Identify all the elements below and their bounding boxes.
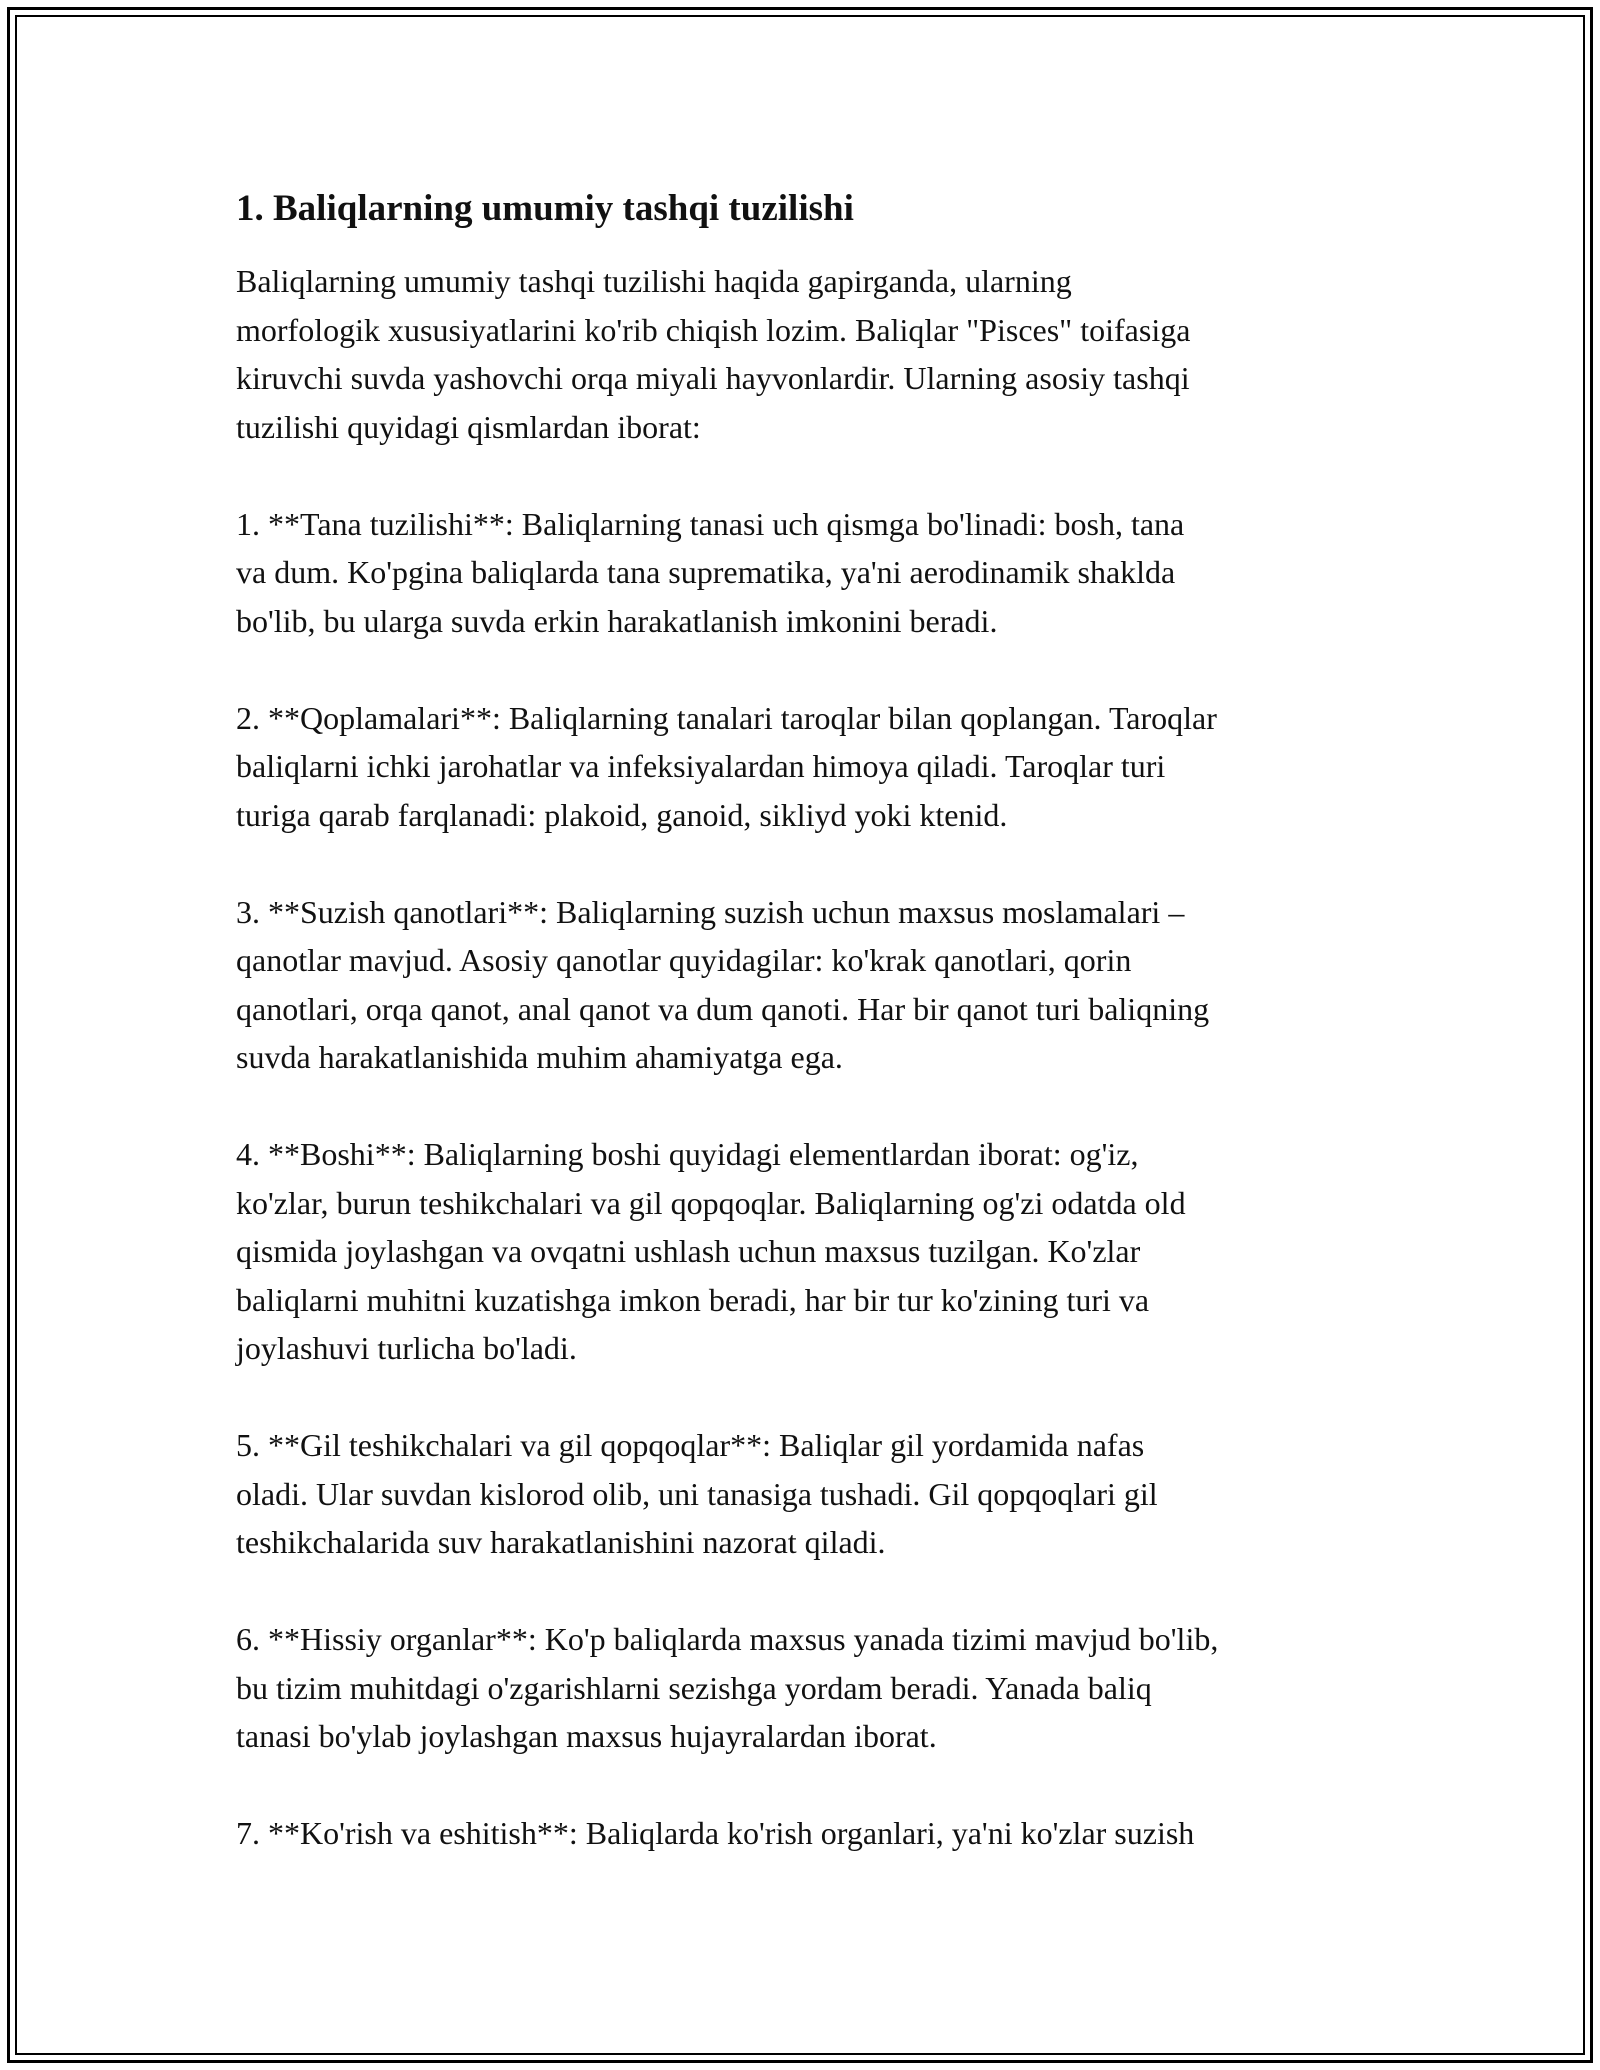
paragraph-line: kiruvchi suvda yashovchi orqa miyali hayvonlardir. Ularning asosiy tashqi — [236, 360, 1190, 396]
list-item-korish-va-eshitish — [236, 1809, 1376, 1858]
paragraph-line: teshikchalarida suv harakatlanishini nazorat qiladi. — [236, 1524, 886, 1560]
list-item-qoplamalari — [236, 694, 1376, 840]
paragraph-line: baliqlarni ichki jarohatlar va infeksiyalardan himoya qiladi. Taroqlar turi — [236, 748, 1166, 784]
list-item-hissiy-organlar — [236, 1615, 1376, 1761]
paragraph-line: bo'lib, bu ularga suvda erkin harakatlanish imkonini beradi. — [236, 602, 998, 639]
paragraph-line: 6. **Hissiy organlar**: Ko'p baliqlarda maxsus yanada tizimi mavjud bo'lib, — [236, 1621, 1219, 1657]
paragraph-line: 2. **Qoplamalari**: Baliqlarning tanalari taroqlar bilan qoplangan. Taroqlar — [236, 699, 1217, 736]
paragraph-line: tuzilishi quyidagi qismlardan iborat: — [236, 408, 701, 445]
paragraph-line: bu tizim muhitdagi o'zgarishlarni sezishga yordam beradi. Yanada baliq — [236, 1669, 1152, 1706]
paragraph-line: qanotlar mavjud. Asosiy qanotlar quyidagilar: ko'krak qanotlari, qorin — [236, 942, 1132, 978]
list-item-gil-teshikchalari — [236, 1421, 1376, 1567]
paragraph-line: tanasi bo'ylab joylashgan maxsus hujayralardan iborat. — [236, 1718, 937, 1754]
document-body — [236, 185, 1376, 1906]
paragraph-line: turiga qarab farqlanadi: plakoid, ganoid, sikliyd yoki ktenid. — [236, 796, 1008, 833]
paragraph-line: 4. **Boshi**: Baliqlarning boshi quyidagi elementlardan iborat: og'iz, — [236, 1136, 1139, 1172]
paragraph-line: oladi. Ular suvdan kislorod olib, uni tanasiga tushadi. Gil qopqoqlari gil — [236, 1475, 1158, 1512]
paragraph-line: joylashuvi turlicha bo'ladi. — [236, 1330, 577, 1366]
paragraph-line: qismida joylashgan va ovqatni ushlash uchun maxsus tuzilgan. Ko'zlar — [236, 1233, 1141, 1269]
paragraph-line: morfologik xususiyatlarini ko'rib chiqish lozim. Baliqlar "Pisces" toifasiga — [236, 311, 1191, 348]
paragraph-line: qanotlari, orqa qanot, anal qanot va dum qanoti. Har bir qanot turi baliqning — [236, 990, 1210, 1027]
paragraph-line: 3. **Suzish qanotlari**: Baliqlarning suzish uchun maxsus moslamalari – — [236, 893, 1185, 930]
list-item-suzish-qanotlari — [236, 888, 1376, 1082]
paragraph-line: va dum. Ko'pgina baliqlarda tana suprematika, ya'ni aerodinamik shaklda — [236, 554, 1176, 590]
paragraph-line: baliqlarni muhitni kuzatishga imkon beradi, har bir tur ko'zining turi va — [236, 1281, 1150, 1318]
list-item-boshi — [236, 1130, 1376, 1373]
document-title: 1. Baliqlarning umumiy tashqi tuzilishi — [236, 188, 854, 229]
paragraph-line: 7. **Ko'rish va eshitish**: Baliqlarda ko'rish organlari, ya'ni ko'zlar suzish — [236, 1815, 1195, 1851]
paragraph-line: 1. **Tana tuzilishi**: Baliqlarning tanasi uch qismga bo'linadi: bosh, tana — [236, 505, 1185, 542]
intro-paragraph — [236, 257, 1376, 451]
list-item-tana-tuzilishi — [236, 500, 1376, 646]
paragraph-line: suvda harakatlanishida muhim ahamiyatga ega. — [236, 1039, 843, 1075]
paragraph-line: 5. **Gil teshikchalari va gil qopqoqlar**: Baliqlar gil yordamida nafas — [236, 1427, 1145, 1463]
paragraph-line: ko'zlar, burun teshikchalari va gil qopqoqlar. Baliqlarning og'zi odatda old — [236, 1184, 1186, 1221]
paragraph-line: Baliqlarning umumiy tashqi tuzilishi haqida gapirganda, ularning — [236, 263, 1072, 299]
